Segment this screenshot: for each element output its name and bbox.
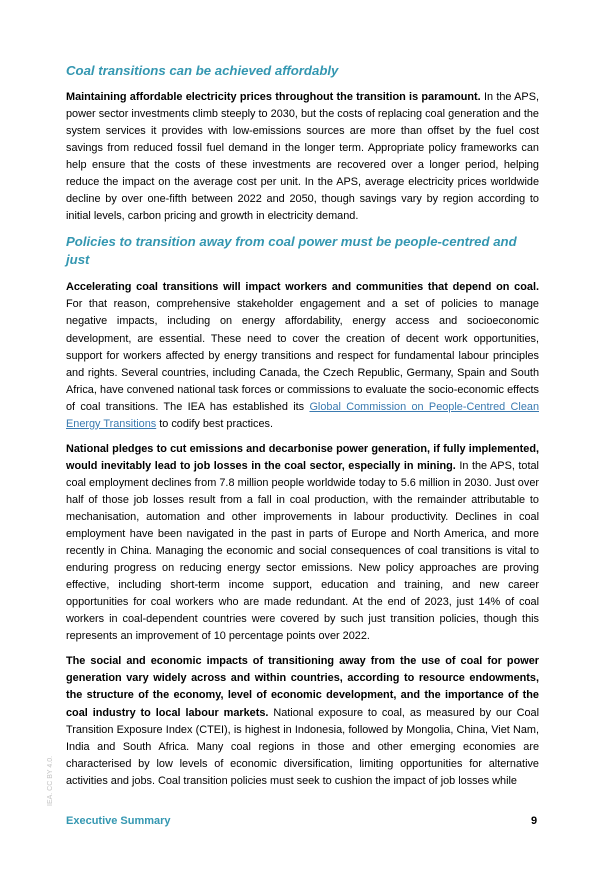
footer-section-label: Executive Summary xyxy=(66,815,171,827)
paragraph-body: National exposure to coal, as measured by our Coal Transition Exposure Index (CTEI), is highest in Indonesia, followed by Mongolia, China, Viet Nam, India and South Africa. Many coal regions in those and other emerging economies are characterised by low levels of economic diversification, limiting opportunities for alternative activities and jobs. Coal transition policies must seek to cushion the impact of job losses while xyxy=(66,706,539,787)
global-commission-link[interactable]: Global Commission on People-Centred Clean Energy Transitions xyxy=(66,400,539,430)
section-heading-affordability: Coal transitions can be achieved affordably xyxy=(66,63,339,78)
paragraph-social-economic-impacts xyxy=(66,653,539,789)
paragraph-body: In the APS, total coal employment declines from 7.8 million people worldwide today to 5.6 million in 2030. Just over half of those job losses result from a fall in coal production, with the remainder attributable to mechanisation, automation and other improvements in labour productivity. Declines in coal employment have been navigated in the past in parts of Europe and North America, and more recently in China. Managing the economic and social consequences of coal transitions is vital to enduring progress on reducing energy sector emissions. New policy approaches are proving effective, including short-term income support, education and training, and new career opportunities for coal workers who are made redundant. At the end of 2023, just 14% of coal workers in coal-dependent countries were covered by such just transition policies, though this represents an improvement of 10 percentage points over 2022. xyxy=(66,459,539,643)
lead-sentence: The social and economic impacts of transitioning away from the use of coal for power generation vary widely across and within countries, according to resource endowments, the structure of the economy, level of economic development, and the importance of the coal industry to local labour markets. xyxy=(66,655,539,719)
paragraph-body: For that reason, comprehensive stakeholder engagement and a set of policies to manage negative impacts, including on energy affordability, energy access and socioeconomic development, are essential. These need to cover the creation of decent work opportunities, support for workers affected by energy transitions and respect for fundamental labour principles and rights. Several countries, including Canada, the Czech Republic, Germany, Spain and South Africa, have convened national task forces or commissions to evaluate the socio-economic effects of coal transitions. The IEA has established its xyxy=(66,298,539,413)
section-heading-people-centred: Policies to transition away from coal power must be people-centred and just xyxy=(66,234,517,268)
lead-sentence: Maintaining affordable electricity prices throughout the transition is paramount. xyxy=(66,91,481,103)
lead-sentence: Accelerating coal transitions will impact workers and communities that depend on coal. xyxy=(66,281,539,294)
paragraph-body: In the APS, power sector investments climb steeply to 2030, but the costs of replacing coal generation and the system services it provides with low-emissions sources are more than offset by the fuel cost savings from reduced fossil fuel demand in the longer term. Appropriate policy frameworks can help ensure that the costs of these investments are recovered over a longer period, helping reduce the impact on the average cost per unit. In the APS, average electricity prices worldwide decline by over one-fifth between 2022 and 2050, though savings vary by region according to initial levels, carbon pricing and growth in electricity demand. xyxy=(66,91,539,223)
paragraph-job-losses xyxy=(66,441,539,646)
page-content xyxy=(66,62,539,798)
license-watermark: IEA. CC BY 4.0. xyxy=(47,755,54,806)
paragraph-tail: to codify best practices. xyxy=(156,417,274,430)
page-number: 9 xyxy=(531,815,538,827)
paragraph-affordability xyxy=(66,89,539,225)
paragraph-workers-communities xyxy=(66,279,539,432)
lead-sentence: National pledges to cut emissions and decarbonise power generation, if fully implemented, would inevitably lead to job losses in the coal sector, especially in mining. xyxy=(66,442,539,472)
